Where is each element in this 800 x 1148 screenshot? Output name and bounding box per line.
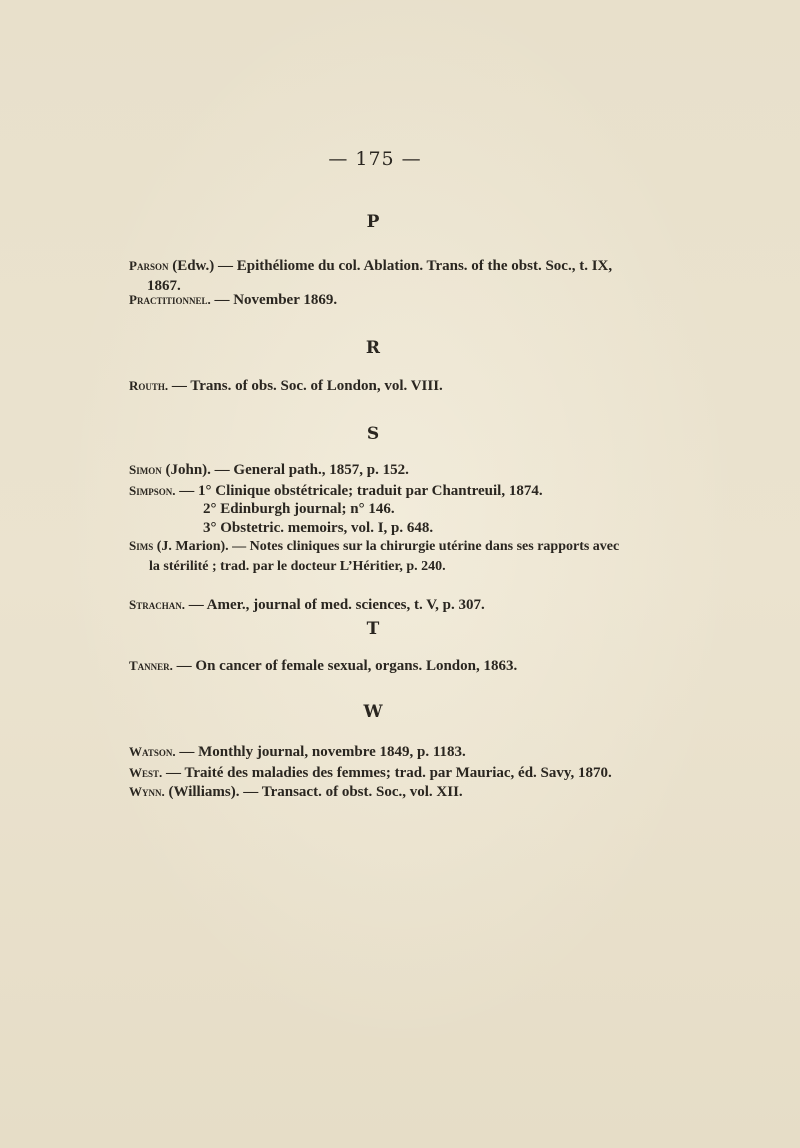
entry-author: West.: [129, 765, 163, 780]
entry-author: Tanner.: [129, 658, 173, 673]
entry-text: — 1° Clinique obstétricale; traduit par Chantreuil, 1874.: [175, 483, 543, 499]
section-heading-w: W: [363, 702, 383, 722]
entry-continuation: 1867.: [147, 278, 181, 294]
entry-author: Routh.: [129, 378, 169, 393]
section-heading-p: P: [366, 212, 380, 232]
entry-text: (John). — General path., 1857, p. 152.: [161, 462, 409, 478]
entry-author: Simon: [129, 462, 162, 477]
section-heading-s: S: [366, 424, 380, 444]
entry-text: — Traité des maladies des femmes; trad. par Mauriac, éd. Savy, 1870.: [162, 765, 612, 781]
entry-continuation: la stérilité ; trad. par le docteur L’Héritier, p. 240.: [149, 559, 446, 574]
entry-author: Strachan.: [129, 597, 185, 612]
bibliography-entry-practitionnel: [129, 290, 337, 310]
entry-text: — Monthly journal, novembre 1849, p. 1183.: [175, 744, 466, 760]
section-heading-t: T: [366, 619, 380, 639]
entry-text: (Edw.) — Epithéliome du col. Ablation. Trans. of the obst. Soc., t. IX,: [168, 258, 613, 274]
simpson-sub-entry-2: 2° Edinburgh journal; n° 146.: [203, 501, 395, 517]
entry-author: Simpson.: [129, 483, 176, 498]
entry-text: (J. Marion). — Notes cliniques sur la chirurgie utérine dans ses rapports avec: [153, 539, 620, 554]
entry-text: — November 1869.: [210, 292, 338, 308]
section-heading-r: R: [365, 338, 381, 358]
entry-author: Parson: [129, 258, 169, 273]
bibliography-entry-routh: [129, 376, 443, 396]
entry-text: (Williams). — Transact. of obst. Soc., vol. XII.: [164, 784, 463, 800]
page-number: — 175 —: [328, 148, 422, 170]
bibliography-entry-tanner: [129, 656, 517, 676]
entry-author: Wynn.: [129, 784, 165, 799]
entry-author: Sims: [129, 538, 154, 553]
simpson-sub-entry-3: 3° Obstetric. memoirs, vol. I, p. 648.: [203, 520, 434, 536]
bibliography-entry-wynn: [129, 782, 463, 802]
entry-text: — Trans. of obs. Soc. of London, vol. VIII.: [168, 378, 443, 394]
bibliography-entry-simpson: [129, 481, 543, 501]
entry-author: Practitionnel.: [129, 292, 211, 307]
bibliography-entry-watson: [129, 742, 466, 762]
bibliography-entry-strachan: [129, 595, 485, 615]
entry-text: — Amer., journal of med. sciences, t. V, p. 307.: [184, 597, 485, 613]
bibliography-entry-simon: [129, 460, 409, 480]
entry-text: — On cancer of female sexual, organs. London, 1863.: [172, 658, 518, 674]
bibliography-entry-west: [129, 763, 612, 783]
entry-author: Watson.: [129, 744, 176, 759]
bibliography-entry-sims: [129, 536, 619, 577]
